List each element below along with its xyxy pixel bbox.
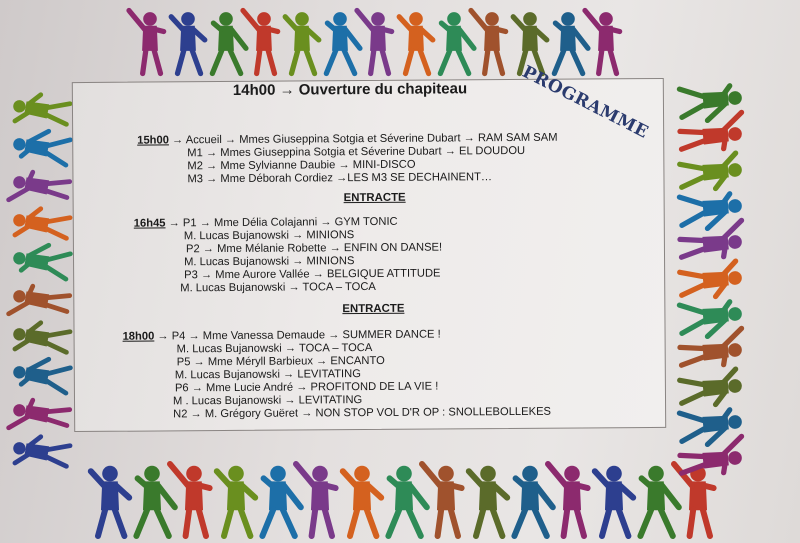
dancer-figure	[9, 283, 71, 324]
block3-line-4: P6 → Mme Lucie André → PROFITOND DE LA VIE !	[174, 380, 439, 395]
block3-first-line	[123, 329, 441, 344]
block1-line-1: M1 → Mmes Giuseppina Sotgia et Séverine Dubart → EL DOUDOU	[187, 144, 526, 160]
block2-line-0: → P1 → Mme Délia Colajanni → GYM TONIC	[165, 215, 398, 230]
dancer-figure	[296, 464, 336, 536]
block1-line-0: → Accueil → Mmes Giuseppina Sotgia et Séverine Dubart → RAM SAM SAM	[168, 131, 558, 147]
dancer-figure	[9, 397, 71, 438]
block3-time: 18h00	[122, 330, 155, 343]
dancer-figure	[440, 13, 474, 74]
program-title: 14h00 → Ouverture du chapiteau	[232, 80, 468, 99]
entracte-2: ENTRACTE	[342, 302, 405, 316]
block2-line-2: P2 → Mme Mélanie Robette → ENFIN ON DANSE!	[185, 241, 443, 256]
block3-line-2: P5 → Mme Méryll Barbieux → ENCANTO	[176, 354, 385, 369]
dancer-figure	[595, 466, 633, 536]
dancer-figure	[11, 318, 71, 358]
dancer-figure	[136, 466, 174, 536]
dancer-figure	[469, 466, 507, 536]
dancer-figure	[285, 13, 319, 74]
dancer-figure	[243, 11, 278, 74]
dancer-figure	[91, 466, 129, 536]
dancer-figure	[171, 13, 205, 74]
dancer-figure	[11, 432, 71, 472]
dancer-figure	[12, 354, 72, 394]
dancer-figure	[262, 466, 300, 536]
block2-first-line	[134, 216, 398, 231]
program-frame	[72, 78, 666, 432]
dancer-figure	[326, 13, 360, 74]
dancer-figure	[12, 126, 72, 166]
dancer-figure	[679, 153, 743, 192]
dancer-figure	[170, 464, 210, 536]
dancer-figure	[554, 13, 588, 74]
dancer-figure	[399, 13, 433, 74]
block1-line-3: M3 → Mme Déborah Cordiez →LES M3 SE DECHAINENT…	[187, 171, 493, 186]
dancer-figure	[640, 466, 678, 536]
dancer-figure	[11, 90, 71, 130]
block1-line-2: M2 → Mme Sylvianne Daubie → MINI-DISCO	[187, 158, 416, 173]
block2-line-1: M. Lucas Bujanowski → MINIONS	[183, 229, 355, 243]
dancer-figure	[585, 11, 620, 74]
dancer-figure	[514, 466, 552, 536]
block2-time: 16h45	[133, 217, 166, 230]
dancer-figure	[388, 466, 426, 536]
dancer-figure	[357, 11, 392, 74]
block2-line-4: P3 → Mme Aurore Vallée → BELGIQUE ATTITUDE	[184, 267, 441, 282]
block3-line-1: M. Lucas Bujanowski → TOCA – TOCA	[176, 341, 373, 356]
block3-line-6: N2 → M. Grégory Guëret → NON STOP VOL D'R OP : SNOLLEBOLLEKES	[173, 405, 552, 421]
dancer-figure	[679, 261, 743, 300]
block3-line-3: M. Lucas Bujanowski → LEVITATING	[174, 368, 361, 382]
dancer-figure	[343, 466, 381, 536]
dancer-figure	[471, 11, 506, 74]
entracte-1: ENTRACTE	[343, 191, 406, 205]
dancer-figure	[12, 240, 72, 280]
dancer-figure	[217, 466, 255, 536]
dancer-figure	[11, 204, 71, 244]
block1-time: 15h00	[137, 134, 169, 147]
dancer-figure	[422, 464, 462, 536]
dancer-figure	[9, 169, 71, 210]
dancer-figure	[548, 464, 588, 536]
dancer-figure	[129, 11, 164, 74]
dancer-figure	[679, 369, 743, 408]
block3-line-5: M . Lucas Bujanowski → LEVITATING	[172, 394, 363, 408]
dancer-figure	[212, 13, 246, 74]
programme-stamp: PROGRAMME	[518, 62, 652, 143]
block2-line-5: M. Lucas Bujanowski → TOCA – TOCA	[180, 280, 376, 295]
block3-line-0: → P4 → Mme Vanessa Demaude → SUMMER DANCE !	[154, 328, 441, 343]
block2-line-3: M. Lucas Bujanowski → MINIONS	[184, 255, 355, 269]
